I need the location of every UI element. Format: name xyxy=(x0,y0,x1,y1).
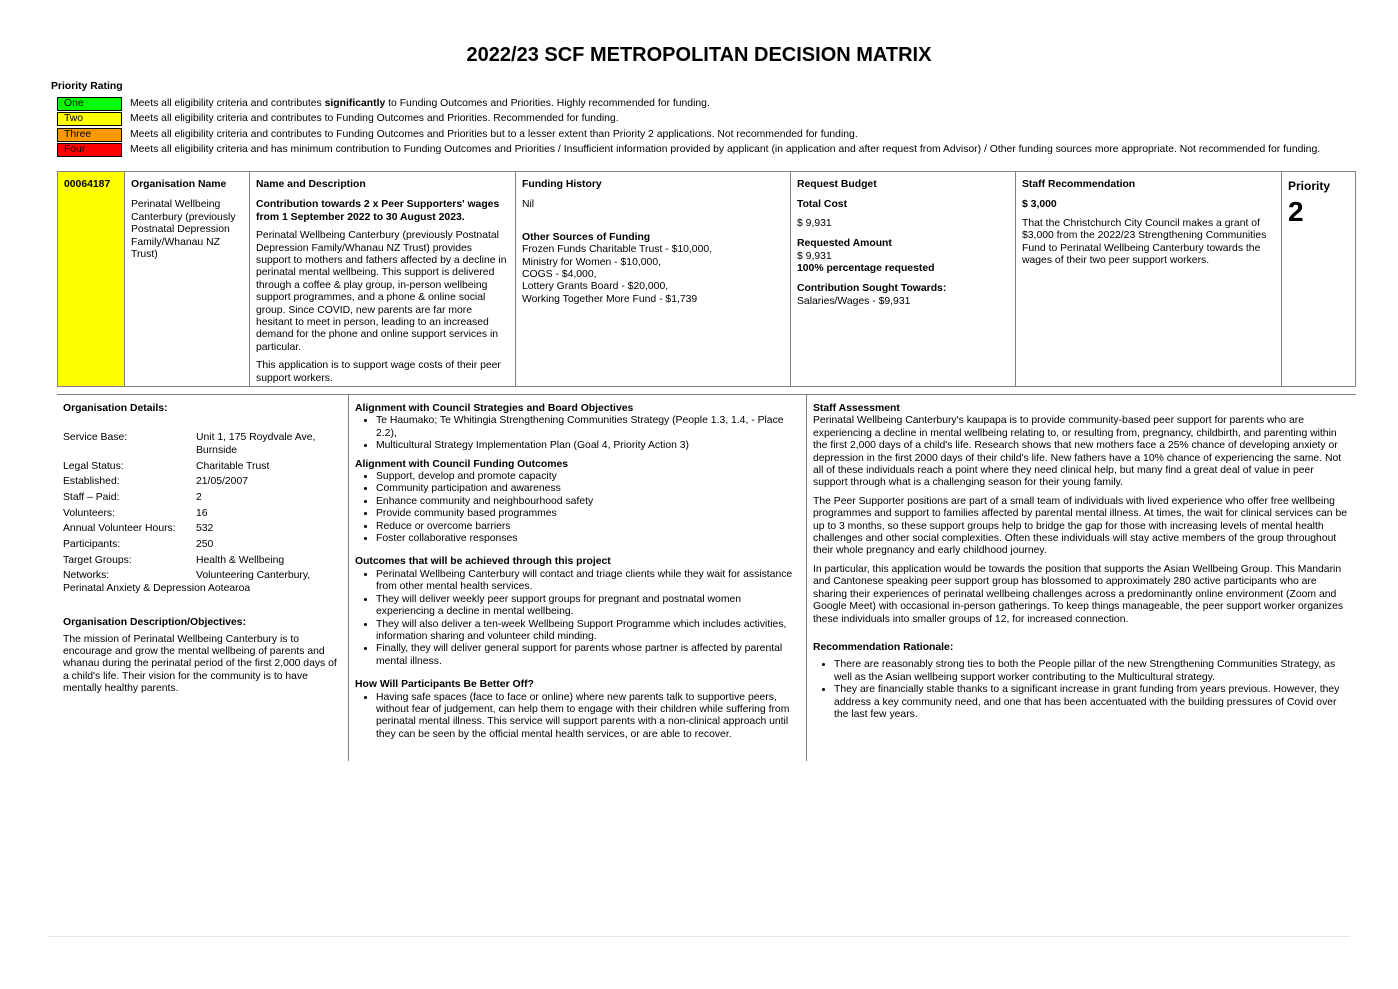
org-detail-label: Staff – Paid: xyxy=(63,491,120,503)
priority-level-description xyxy=(130,98,710,110)
priority-value: 2 xyxy=(1288,196,1304,227)
priority-level-swatch: Two xyxy=(57,112,122,126)
org-detail-value: 532 xyxy=(196,523,214,535)
contribution-sought-value: Salaries/Wages - $9,931 xyxy=(797,295,911,307)
assessment-paragraph: The Peer Supporter positions are part of a small team of individuals with lived experience who offer free wellbeing programmes and support to families affected by parental mental illness. At times, the wait for clinical services can be up to 3 months, so these support groups help to bridge the gap for those with increasing levels of mental health challenges and other social complexities. Often these individuals will stay active members of the group throughout their whole pregnancy and early childhood journey. xyxy=(813,495,1348,557)
request-budget-cell xyxy=(791,172,1016,386)
org-detail-row xyxy=(63,508,342,520)
priority-level-swatch: One xyxy=(57,97,122,111)
project-outcome-item: • They will deliver weekly peer support groups for pregnant and postnatal women experiencing a decline in mental wellbeing. xyxy=(376,594,800,619)
contribution-sought-label: Contribution Sought Towards: xyxy=(797,283,947,295)
org-detail-value: 16 xyxy=(196,507,208,519)
funding-outcome-item: • Provide community based programmes xyxy=(376,508,800,520)
details-section xyxy=(57,394,1356,761)
org-name-header: Organisation Name xyxy=(131,179,227,190)
name-description-header: Name and Description xyxy=(256,179,366,190)
org-description: The mission of Perinatal Wellbeing Canterbury is to encourage and grow the mental wellbeing of parents and whanau during the perinatal period of the first 2,000 days of a child's life. Their vision for the community is to have mentally healthy parents. xyxy=(63,633,337,695)
strategies-list xyxy=(355,415,800,452)
staff-recommendation-cell xyxy=(1016,172,1282,386)
rationale-header: Recommendation Rationale: xyxy=(813,641,954,653)
org-detail-row xyxy=(63,476,342,488)
project-name: Contribution towards 2 x Peer Supporters' wages from 1 September 2022 to 30 August 2023. xyxy=(256,199,500,223)
org-detail-label: Volunteers: xyxy=(63,507,115,519)
org-name-cell xyxy=(125,172,250,386)
priority-level-description xyxy=(130,113,619,125)
priority-text: Meets all eligibility criteria and contributes xyxy=(130,98,325,109)
funding-outcome-item: • Enhance community and neighbourhood safety xyxy=(376,496,800,508)
application-id-cell xyxy=(58,172,125,386)
organisation-details-column xyxy=(57,395,348,761)
alignment-column xyxy=(348,395,806,761)
org-details-header: Organisation Details: xyxy=(63,403,168,414)
funding-outcome-item: • Foster collaborative responses xyxy=(376,533,800,545)
org-detail-label: Participants: xyxy=(63,539,121,551)
priority-level-description xyxy=(130,129,858,141)
staff-assessment-header: Staff Assessment xyxy=(813,403,900,414)
org-detail-label: Legal Status: xyxy=(63,460,124,472)
org-detail-value: 2 xyxy=(196,491,202,503)
networks-continued: Perinatal Anxiety & Depression Aotearoa xyxy=(63,582,251,594)
priority-cell xyxy=(1282,172,1357,386)
requested-amount-label: Requested Amount xyxy=(797,238,892,250)
org-detail-value: Unit 1, 175 Roydvale Ave, Burnside xyxy=(196,432,316,456)
percentage-requested: 100% percentage requested xyxy=(797,263,935,275)
strategies-header: Alignment with Council Strategies and Board Objectives xyxy=(355,403,634,414)
project-outcomes-list xyxy=(355,569,800,668)
total-cost-label: Total Cost xyxy=(797,199,848,211)
funding-source-item: COGS - $4,000, xyxy=(522,269,597,281)
funding-outcome-item: • Community participation and awareness xyxy=(376,483,800,495)
org-name: Perinatal Wellbeing Canterbury (previously Postnatal Depression Family/Whanau NZ Trust) xyxy=(131,199,236,261)
funding-outcomes-header: Alignment with Council Funding Outcomes xyxy=(355,458,568,470)
priority-rating-label: Priority Rating xyxy=(51,81,123,92)
priority-level-description xyxy=(130,144,1320,156)
funding-outcome-item: • Support, develop and promote capacity xyxy=(376,471,800,483)
staff-recommendation-header: Staff Recommendation xyxy=(1022,179,1136,190)
org-detail-row xyxy=(63,492,342,504)
project-outcome-item: • Finally, they will deliver general support for parents whose partner is affected by parental mental illness. xyxy=(376,643,800,668)
org-detail-label: Target Groups: xyxy=(63,554,132,566)
funding-source-item: Ministry for Women - $10,000, xyxy=(522,256,661,268)
funding-history-header: Funding History xyxy=(522,179,602,190)
funding-source-item: Frozen Funds Charitable Trust - $10,000, xyxy=(522,244,713,256)
other-sources-header: Other Sources of Funding xyxy=(522,231,651,243)
org-detail-row xyxy=(63,461,342,473)
org-detail-row xyxy=(63,570,342,582)
funding-source-item: Working Together More Fund - $1,739 xyxy=(522,293,698,305)
rationale-item: • There are reasonably strong ties to both the People pillar of the new Strengthening Communities Strategy, as well as the Asian wellbeing support worker contributing to the Multicultural strategy. xyxy=(834,659,1350,684)
org-detail-value: Health & Wellbeing xyxy=(196,554,285,566)
rationale-item: • They are financially stable thanks to a significant increase in grant funding from years previous. However, they address a key community need, and one that has been accentuated with the building pressures of Covid over the last few years. xyxy=(834,684,1350,721)
priority-text: Meets all eligibility criteria and has minimum contribution to Funding Outcomes and Priorities / Insufficient information provided by applicant (in application and after request from Advisor) / Other funding sources more appropriate. Not recommended for funding. xyxy=(130,143,1321,155)
better-off-item: • Having safe spaces (face to face or online) where new parents talk to supportive peers, without fear of judgement, can help them to engage with their children while suffering from perinatal mental illness. This service will support parents with a non-clinical approach until they can be seen by the official mental health services, or are able to recover. xyxy=(376,692,800,742)
org-detail-value: 250 xyxy=(196,539,214,551)
project-outcome-item: • They will also deliver a ten-week Wellbeing Support Programme which includes activities, information sharing and volunteer child minding. xyxy=(376,619,800,644)
priority-level-swatch: Four xyxy=(57,143,122,157)
better-off-list xyxy=(355,692,800,742)
request-budget-header: Request Budget xyxy=(797,179,877,190)
other-sources-list xyxy=(522,244,784,306)
priority-text: Meets all eligibility criteria and contributes to Funding Outcomes and Priorities but to a lesser extent than Priority 2 applications. Not recommended for funding. xyxy=(130,128,858,140)
org-detail-row xyxy=(63,555,342,567)
assessment-paragraph: In particular, this application would be towards the position that supports the Asian Wellbeing Group. This Mandarin and Cantonese speaking peer support group has blossomed to approximately 280 active participants who are sharing their experiences of perinatal wellbeing challenges across a predominantly online environment (Zoom and Google Meet) with occasional in-person gatherings. To keep things manageable, the peer support worker organizes these individuals into smaller groups of 12, for increased connection. xyxy=(813,563,1344,625)
funding-history-cell xyxy=(516,172,791,386)
total-cost-value: $ 9,931 xyxy=(797,217,832,229)
org-detail-label: Annual Volunteer Hours: xyxy=(63,523,176,535)
org-detail-label: Established: xyxy=(63,476,120,488)
org-detail-row xyxy=(63,432,342,457)
assessment-paragraph: Perinatal Wellbeing Canterbury's kaupapa is to provide community-based peer support for parents who are experiencing a decline in mental wellbeing relating to, or resulting from, pregnancy, childbirth, and parenting within the first 2,000 days of a child's life. Research shows that new mothers face a 25% chance of developing anxiety or depression in the first 2000 days of their child's life. New fathers have a 10% chance of experiencing the same. Not all of these individuals reach a point where they need clinical help, but many find a great deal of value in peer support through what is a challenging season for their young family. xyxy=(813,415,1342,489)
org-detail-label: Networks: xyxy=(63,570,110,582)
staff-assessment-column xyxy=(806,395,1356,761)
funding-outcome-item: • Reduce or overcome barriers xyxy=(376,521,800,533)
staff-assessment-text xyxy=(813,415,1350,626)
priority-header: Priority xyxy=(1288,179,1331,193)
application-table xyxy=(57,171,1356,387)
page-title: 2022/23 SCF METROPOLITAN DECISION MATRIX xyxy=(466,44,932,66)
page-divider xyxy=(48,936,1350,937)
funding-source-item: Lottery Grants Board - $20,000, xyxy=(522,281,669,293)
org-detail-row xyxy=(63,539,342,551)
better-off-header: How Will Participants Be Better Off? xyxy=(355,679,534,691)
priority-level-swatch: Three xyxy=(57,128,122,142)
org-detail-value: 21/05/2007 xyxy=(196,476,249,488)
funding-outcomes-list xyxy=(355,471,800,545)
org-detail-value: Volunteering Canterbury, xyxy=(196,570,311,582)
project-outcome-item: • Perinatal Wellbeing Canterbury will contact and triage clients while they wait for assistance from other mental health services. xyxy=(376,569,800,594)
priority-text: to Funding Outcomes and Priorities. Highly recommended for funding. xyxy=(385,98,710,109)
project-description: Perinatal Wellbeing Canterbury (previously Postnatal Depression Family/Whanau NZ Trust) provides support to mothers and fathers affected by a decline in perinatal mental wellbeing. This support is delivered through a coffee & play group, in-person wellbeing support programmes, and a phone & online social group. Since COVID, new parents are far more hesitant to meet in person, leading to an increased demand for the phone and online support services in particular. xyxy=(256,230,507,353)
rationale-list xyxy=(813,659,1350,721)
staff-recommended-amount: $ 3,000 xyxy=(1022,199,1057,211)
project-outcomes-header: Outcomes that will be achieved through this project xyxy=(355,556,611,568)
strategy-item: • Multicultural Strategy Implementation Plan (Goal 4, Priority Action 3) xyxy=(376,440,800,452)
org-description-header: Organisation Description/Objectives: xyxy=(63,617,247,629)
org-details-list xyxy=(63,432,342,567)
requested-amount-value: $ 9,931 xyxy=(797,250,832,262)
priority-text: Meets all eligibility criteria and contributes to Funding Outcomes and Priorities. Recommended for funding. xyxy=(130,113,619,125)
org-detail-value: Charitable Trust xyxy=(196,460,270,472)
priority-text-emphasis: significantly xyxy=(324,98,386,109)
org-detail-row xyxy=(63,523,342,535)
application-id: 00064187 xyxy=(64,179,111,190)
staff-recommendation-text: That the Christchurch City Council makes a grant of $3,000 from the 2022/23 Strengthening Communities Fund to Perinatal Wellbeing Canterbury towards the wages of their two peer support workers. xyxy=(1022,217,1267,267)
name-description-cell xyxy=(250,172,516,386)
funding-history-value: Nil xyxy=(522,199,535,211)
project-purpose: This application is to support wage costs of their peer support workers. xyxy=(256,360,501,384)
org-detail-label: Service Base: xyxy=(63,432,128,444)
strategy-item: • Te Haumako; Te Whitingia Strengthening Communities Strategy (People 1.3, 1.4, - Place 2.2), xyxy=(376,415,800,440)
